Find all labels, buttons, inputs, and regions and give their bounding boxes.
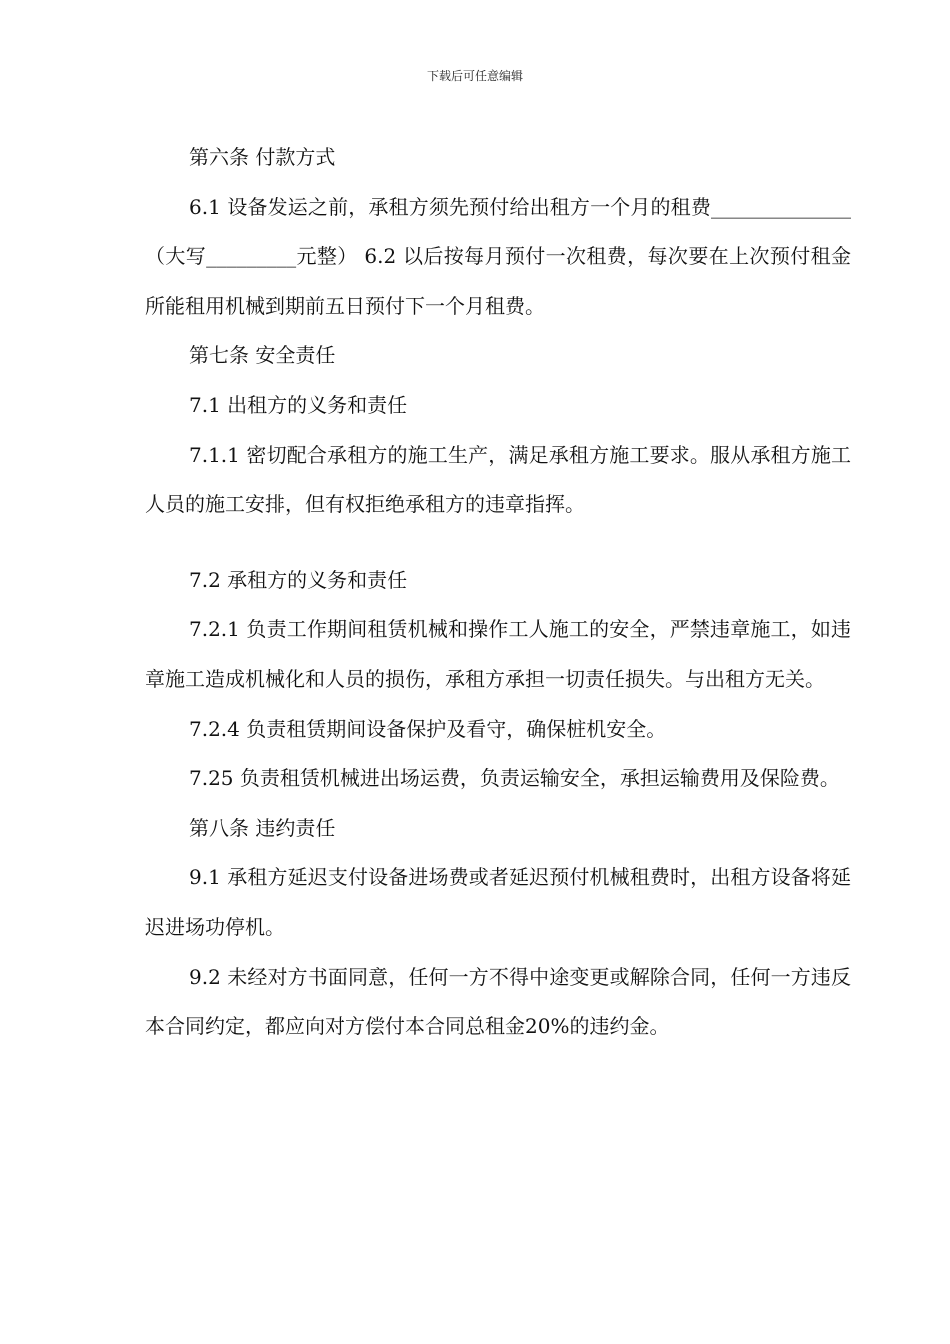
clause-9-1: 9.1 承租方延迟支付设备进场费或者延迟预付机械租费时，出租方设备将延迟进场功停机。 bbox=[145, 865, 851, 939]
paragraph-gap bbox=[145, 530, 851, 556]
section-heading-6: 第六条 付款方式 bbox=[189, 145, 336, 169]
section-heading-7: 第七条 安全责任 bbox=[189, 343, 336, 368]
section-heading-8: 第八条 违约责任 bbox=[189, 815, 336, 840]
clause-7-2: 7.2 承租方的义务和责任 bbox=[189, 567, 408, 592]
clause-9-2: 9.2 未经对方书面同意，任何一方不得中途变更或解除合同，任何一方违反本合同约定，都应向对方偿付本合同总租金20%的违约金。 bbox=[145, 964, 851, 1039]
clause-7-1-1: 7.1.1 密切配合承租方的施工生产，满足承租方施工要求。服从承租方施工人员的施工安排，但有权拒绝承租方的违章指挥。 bbox=[145, 442, 851, 517]
clause-7-2-1: 7.2.1 负责工作期间租赁机械和操作工人施工的安全，严禁违章施工，如违章施工造成机械化和人员的损伤，承租方承担一切责任损失。与出租方无关。 bbox=[145, 617, 851, 691]
page-header: 下载后可任意编辑 bbox=[426, 69, 523, 83]
document-body bbox=[145, 133, 851, 1052]
clause-7-25: 7.25 负责租赁机械进出场运费，负责运输安全，承担运输费用及保险费。 bbox=[189, 766, 840, 791]
clause-7-2-4: 7.2.4 负责租赁期间设备保护及看守，确保桩机安全。 bbox=[189, 716, 667, 741]
clause-7-1: 7.1 出租方的义务和责任 bbox=[189, 392, 408, 417]
clause-6-1: 6.1 设备发运之前，承租方须先预付给出租方一个月的租费______________（大写_________元整） 6.2 以后按每月预付一次租费，每次要在上次预付租金所能租用机械到期前五日预付下一个月租费。 bbox=[145, 194, 851, 318]
